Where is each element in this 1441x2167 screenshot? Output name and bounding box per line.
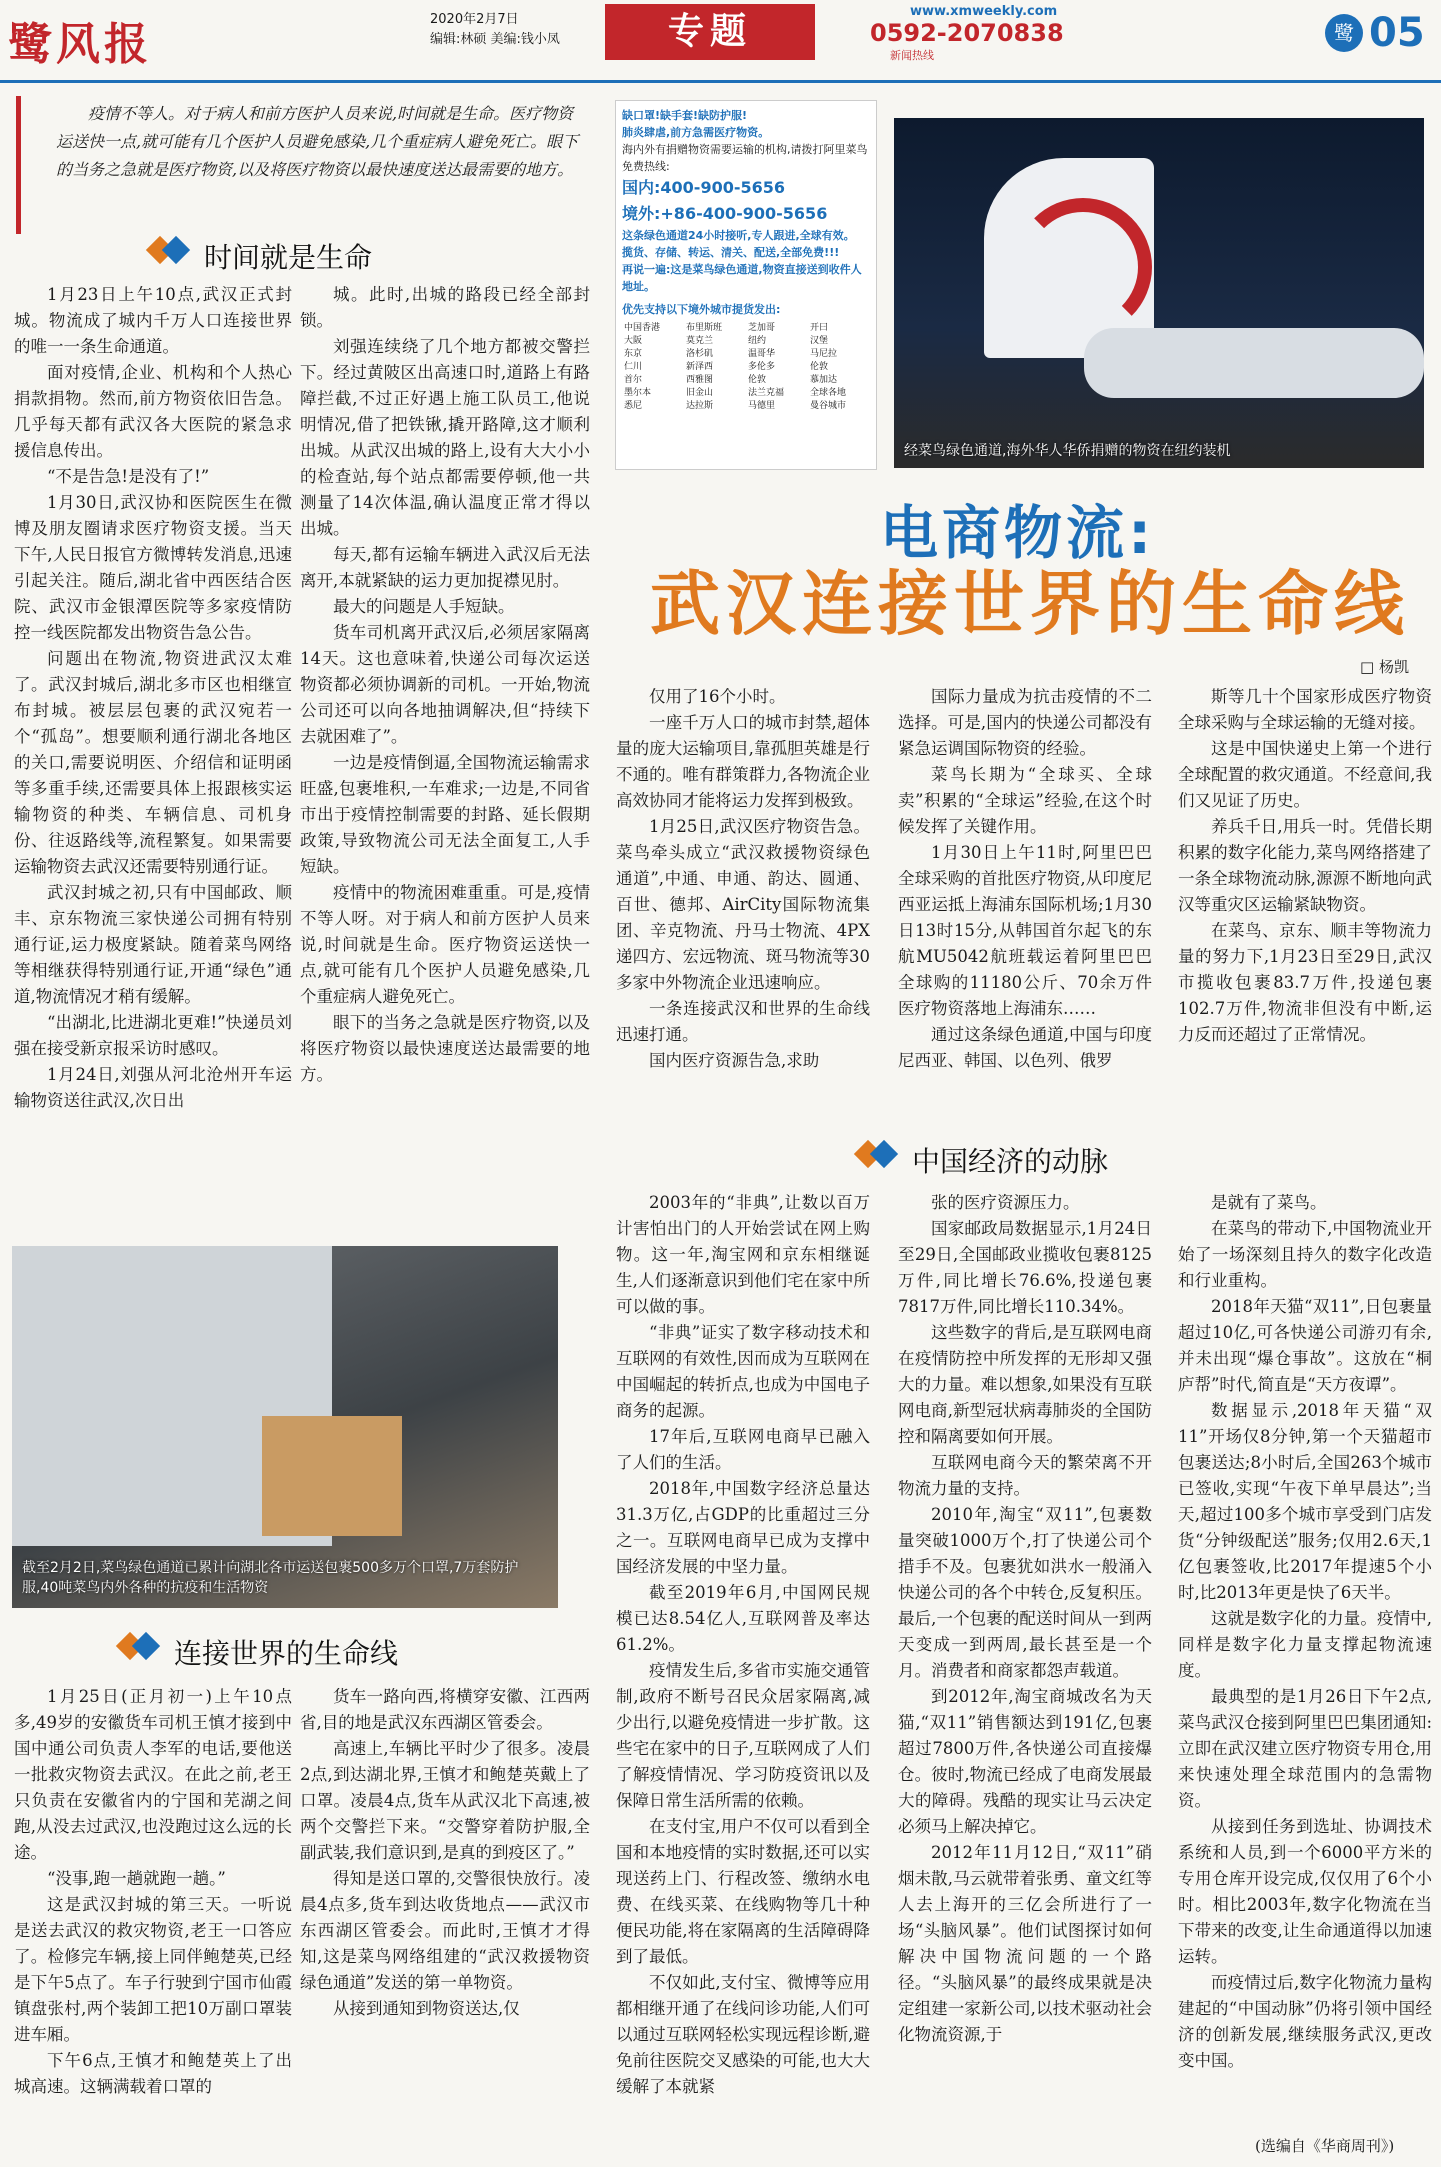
- column-b: [300, 282, 590, 1222]
- column-f: [14, 1684, 292, 2154]
- paragraph: 数据显示,2018年天猫“双11”开场仅8分钟,第一个天猫超市包裹送达;8小时后,全国263个城市已签收,实现“午夜下单早晨达”;当天,超过100多个城市享受到门店发货“分钟级配送”服务;仅用2.6天,1亿包裹签收,比2017年提速5个小时,比2013年更是快了6天半。: [1178, 1401, 1432, 1602]
- paragraph: 2018年,中国数字经济总量达31.3万亿,占GDP的比重超过三分之一。互联网电商早已成为支撑中国经济发展的中坚力量。: [616, 1479, 870, 1576]
- paragraph: 这就是数字化的力量。疫情中,同样是数字化力量支撑起物流速度。: [1178, 1609, 1432, 1680]
- table-cell: 马尼拉: [810, 349, 838, 359]
- paragraph: 疫情中的物流困难重重。可是,疫情不等人呀。对于病人和前方医护人员来说,时间就是生命。医疗物资运送快一点,就可能有几个医护人员避免感染,几个重症病人避免死亡。: [300, 883, 590, 1006]
- paragraph: 是就有了菜鸟。: [1211, 1193, 1327, 1212]
- boxes-shape: [262, 1416, 402, 1536]
- table-cell: 曼谷城市: [810, 401, 847, 411]
- column-h: [616, 1190, 870, 2160]
- paragraph: 货车一路向西,将横穿安徽、江西两省,目的地是武汉东西湖区管委会。: [300, 1687, 590, 1732]
- paragraph: 从接到通知到物资送达,仅: [333, 1999, 520, 2018]
- paragraph: 到2012年,淘宝商城改名为天猫,“双11”销售额达到191亿,包裹超过7800万件,各快递公司直接爆仓。彼时,物流已经成了电商发展最大的障碍。残酷的现实让马云决定必须马上解决掉它。: [898, 1687, 1152, 1836]
- diamond-icon: [150, 240, 180, 270]
- table-cell: 开曰: [810, 323, 829, 333]
- paragraph: 2010年,淘宝“双11”,包裹数量突破1000万个,打了快递公司个措手不及。包裹犹如洪水一般涌入快递公司的各个中转仓,反复积压。最后,一个包裹的配送时间从一到两天变成一到两周,最长甚至是一个月。消费者和商家都怨声载道。: [898, 1505, 1152, 1680]
- table-cell: 洛杉矶: [686, 349, 714, 359]
- paragraph: 每天,都有运输车辆进入武汉后无法离开,本就紧缺的运力更加捉襟见肘。: [300, 545, 590, 590]
- paragraph: “不是告急!是没有了!”: [47, 467, 210, 486]
- paragraph: 国家邮政局数据显示,1月24日至29日,全国邮政业揽收包裹8125万件,同比增长76.6%,投递包裹7817万件,同比增长110.34%。: [898, 1219, 1152, 1316]
- paragraph: 一条连接武汉和世界的生命线迅速打通。: [616, 999, 870, 1044]
- column-c: [616, 684, 870, 1154]
- hotline-advert: 缺口罩!缺手套!缺防护服! 肺炎肆虐,前方急需医疗物资。 海内外有捐赠物资需要运输的机构,请拨打阿里菜鸟免费热线: 国内:400-900-5656 境外:+86-400-900-5656 这条绿色通道24小时接听,专人跟进,全球有效。 揽货、存储、转运、清关、配送,全部免费!!! 再说一遍:这是菜鸟绿色通道,物资直接送到收件人地址。 优先支持以下境外城市提货发出: 中国香港 布里斯班 芝加哥 开曰 大阪 莫克兰 纽约 汉堡 东京 洛杉矶 温哥华 马尼拉 仁川 新泽西 多伦多 伦敦 首尔 西雅图 伦敦 慕加达 墨尔本 旧金山 法兰克福 全球各地 悉尼 达拉斯 马德里 曼谷城市: [615, 100, 877, 470]
- cargo-plane-photo: [894, 118, 1424, 468]
- page-number-badge: [1325, 10, 1430, 56]
- photo-caption: 经菜鸟绿色通道,海外华人华侨捐赠的物资在纽约装机: [904, 443, 1231, 459]
- hotline-number: 0592-2070838: [870, 19, 1064, 47]
- hotline-label: 新闻热线: [890, 49, 934, 62]
- section-heading-2: 连接世界的生命线: [120, 1632, 480, 1672]
- table-row: [622, 322, 870, 335]
- column-g: [300, 1684, 590, 2154]
- table-cell: 墨尔本: [624, 388, 652, 398]
- section-heading-1: 时间就是生命: [150, 236, 410, 276]
- paragraph: “没事,跑一趟就跑一趟。”: [47, 1869, 226, 1888]
- headline-line2: 武汉连接世界的生命线: [650, 563, 1410, 645]
- table-cell: 纽约: [748, 336, 767, 346]
- page-number: 05: [1369, 10, 1425, 56]
- paragraph: 在菜鸟、京东、顺丰等物流力量的努力下,1月23日至29日,武汉市揽收包裹83.7万件,投递包裹102.7万件,物流非但没有中断,运力反而还超过了正常情况。: [1178, 921, 1432, 1044]
- table-row: [622, 348, 870, 361]
- table-row: [622, 374, 870, 387]
- paragraph: 1月30日上午11时,阿里巴巴全球采购的首批医疗物资,从印度尼西亚运抵上海浦东国际机场;1月30日13时15分,从韩国首尔起飞的东航MU5042航班载运着阿里巴巴全球购的11180公斤、70余万件医疗物资落地上海浦东……: [898, 843, 1152, 1018]
- table-cell: 伦敦: [748, 375, 767, 385]
- paragraph: 2003年的“非典”,让数以百万计害怕出门的人开始尝试在网上购物。这一年,淘宝网和京东相继诞生,人们逐渐意识到他们宅在家中所可以做的事。: [616, 1193, 870, 1316]
- truck-unloading-photo: [12, 1246, 558, 1608]
- column-i: [898, 1190, 1152, 2160]
- paragraph: 1月23日上午10点,武汉正式封城。物流成了城内千万人口连接世界的唯一一条生命通道。: [14, 285, 292, 356]
- paragraph: 一边是疫情倒逼,全国物流运输需求旺盛,包裹堆积,一车难求;一边是,不同省市出于疫情控制需要的封路、延长假期政策,导致物流公司无法全面复工,人手短缺。: [300, 753, 590, 876]
- table-cell: 多伦多: [748, 362, 776, 372]
- diamond-icon: [858, 1144, 888, 1174]
- table-cell: 达拉斯: [686, 401, 714, 411]
- table-cell: 法兰克福: [748, 388, 785, 398]
- paragraph: 1月24日,刘强从河北沧州开车运输物资送往武汉,次日出: [14, 1065, 292, 1110]
- paragraph: 在支付宝,用户不仅可以看到全国和本地疫情的实时数据,还可以实现送药上门、行程改签、缴纳水电费、在线买菜、在线购物等几十种便民功能,将在家隔离的生活障碍降到了最低。: [616, 1817, 870, 1966]
- paragraph: 互联网电商今天的繁荣离不开物流力量的支持。: [898, 1453, 1152, 1498]
- column-d: [898, 684, 1152, 1154]
- paragraph: 不仅如此,支付宝、微博等应用都相继开通了在线问诊功能,人们可以通过互联网轻松实现远程诊断,避免前往医院交叉感染的可能,也大大缓解了本就紧: [616, 1973, 870, 2096]
- paragraph: 刘强连续绕了几个地方都被交警拦下。经过黄陂区出高速口时,道路上有路障拦截,不过正好遇上施工队员工,他说明情况,借了把铁锹,撬开路障,这才顺利出城。从武汉出城的路上,设有大大小小的检查站,每个站点都需要停顿,他一共测量了14次体温,确认温度正常才得以出城。: [300, 337, 590, 538]
- paragraph: 国内医疗资源告急,求助: [649, 1051, 820, 1070]
- domestic-hotline: 国内:400-900-5656: [622, 178, 786, 197]
- table-cell: 芝加哥: [748, 323, 776, 333]
- source-note: (选编自《华商周刊》): [1255, 2137, 1395, 2155]
- table-cell: 西雅图: [686, 375, 714, 385]
- paragraph: 城。此时,出城的路段已经全部封锁。: [300, 285, 590, 330]
- paragraph: 国际力量成为抗击疫情的不二选择。可是,国内的快递公司都没有紧急运调国际物资的经验。: [898, 687, 1152, 758]
- paragraph: 通过这条绿色通道,中国与印度尼西亚、韩国、以色列、俄罗: [898, 1025, 1152, 1070]
- paragraph: 17年后,互联网电商早已融入了人们的生活。: [616, 1427, 870, 1472]
- table-cell: 马德里: [748, 401, 776, 411]
- intro-bar: [16, 96, 21, 234]
- hotline-box: [840, 4, 1080, 74]
- city-table: [622, 322, 870, 413]
- paragraph: 下午6点,王慎才和鲍楚英上了出城高速。这辆满载着口罩的: [14, 2051, 292, 2096]
- paragraph: “非典”证实了数字移动技术和互联网的有效性,因而成为互联网在中国崛起的转折点,也成为中国电子商务的起源。: [616, 1323, 870, 1420]
- paragraph: 这是中国快递史上第一个进行全球配置的救灾通道。不经意间,我们又见证了历史。: [1178, 739, 1432, 810]
- paragraph: 问题出在物流,物资进武汉太难了。武汉封城后,湖北多市区也相继宣布封城。被层层包裹的武汉宛若一个“孤岛”。想要顺利通行湖北各地区的关口,需要说明医、介绍信和证明函等多重手续,还需要具体上报跟核实运输物资的种类、车辆信息、司机身份、往返路线等,流程繁复。如果需要运输物资去武汉还需要特别通行证。: [14, 649, 292, 876]
- table-cell: 布里斯班: [686, 323, 723, 333]
- photo-caption: 截至2月2日,菜鸟绿色通道已累计向湖北各市运送包裹500多万个口罩,7万套防护服,40吨菜鸟内外各种的抗疫和生活物资: [22, 1560, 519, 1596]
- masthead-rule: [0, 80, 1441, 83]
- editors: 编辑:林硕 美编:钱小凤: [430, 32, 560, 47]
- table-cell: 悉尼: [624, 401, 643, 411]
- column-a: [14, 282, 292, 1222]
- headline-line1: 电商物流:: [880, 499, 1156, 567]
- section-title: 专题: [605, 4, 815, 60]
- paragraph: 货车司机离开武汉后,必须居家隔离14天。这也意味着,快递公司每次运送物资都必须协调新的司机。一开始,物流公司还可以向各地抽调解决,但“持续下去就困难了”。: [300, 623, 590, 746]
- table-cell: 中国香港: [624, 323, 661, 333]
- table-cell: 温哥华: [748, 349, 776, 359]
- paragraph: 截至2019年6月,中国网民规模已达8.54亿人,互联网普及率达61.2%。: [616, 1583, 870, 1654]
- table-cell: 新泽西: [686, 362, 714, 372]
- table-row: [622, 387, 870, 400]
- column-j: [1178, 1190, 1432, 2130]
- table-cell: 伦敦: [810, 362, 829, 372]
- masthead: [0, 0, 1441, 82]
- table-cell: 慕加达: [810, 375, 838, 385]
- table-cell: 首尔: [624, 375, 643, 385]
- table-cell: 汉堡: [810, 336, 829, 346]
- paragraph: 在菜鸟的带动下,中国物流业开始了一场深刻且持久的数字化改造和行业重构。: [1178, 1219, 1432, 1290]
- intro-box: [16, 96, 596, 234]
- paragraph: 斯等几十个国家形成医疗物资全球采购与全球运输的无缝对接。: [1178, 687, 1432, 732]
- table-cell: 大阪: [624, 336, 643, 346]
- table-row: [622, 400, 870, 413]
- table-cell: 仁川: [624, 362, 643, 372]
- table-row: [622, 335, 870, 348]
- byline: □ 杨凯: [1360, 658, 1409, 676]
- page-icon: 鹭: [1325, 14, 1363, 52]
- paragraph: 张的医疗资源压力。: [931, 1193, 1080, 1212]
- overseas-hotline: 境外:+86-400-900-5656: [622, 204, 828, 223]
- paragraph: 这是武汉封城的第三天。一听说是送去武汉的救灾物资,老王一口答应了。检修完车辆,接上同伴鲍楚英,已经是下午5点了。车子行驶到宁国市仙霞镇盘张村,两个装卸工把10万副口罩装进车厢。: [14, 1895, 292, 2044]
- paragraph: 1月30日,武汉协和医院医生在微博及朋友圈请求医疗物资支援。当天下午,人民日报官方微博转发消息,迅速引起关注。随后,湖北省中西医结合医院、武汉市金银潭医院等多家疫情防控一线医院都发出物资告急公告。: [14, 493, 292, 642]
- paragraph: 最大的问题是人手短缺。: [333, 597, 515, 616]
- issue-date: 2020年2月7日: [430, 12, 519, 27]
- paragraph: 得知是送口罩的,交警很快放行。凌晨4点多,货车到达收货地点——武汉市东西湖区管委会。而此时,王慎才才得知,这是菜鸟网络组建的“武汉救援物资绿色通道”发送的第一单物资。: [300, 1869, 590, 1992]
- paragraph: 高速上,车辆比平时少了很多。凌晨2点,到达湖北界,王慎才和鲍楚英戴上了口罩。凌晨4点,货车从武汉北下高速,被两个交警拦下来。“交警穿着防护服,全副武装,我们意识到,是真的到疫区了。”: [300, 1739, 590, 1862]
- issue-meta: [430, 10, 560, 50]
- intro-text: 疫情不等人。对于病人和前方医护人员来说,时间就是生命。医疗物资运送快一点,就可能有几个医护人员避免感染,几个重症病人避免死亡。眼下的当务之急就是医疗物资,以及将医疗物资以最快速度送达最需要的地方。: [56, 104, 579, 179]
- paragraph: 仅用了16个小时。: [649, 687, 786, 706]
- newspaper-logo: 鹭风报: [8, 19, 152, 70]
- paragraph: 武汉封城之初,只有中国邮政、顺丰、京东物流三家快递公司拥有特别通行证,运力极度紧缺。随着菜鸟网络等相继获得特别通行证,开通“绿色”通道,物流情况才稍有缓解。: [14, 883, 292, 1006]
- paragraph: 2012年11月12日,“双11”硝烟未散,马云就带着张勇、童文红等人去上海开的三亿会所进行了一场“头脑风暴”。他们试图探讨如何解决中国物流问题的一个路径。“头脑风暴”的最终成果就是决定组建一家新公司,以技术驱动社会化物流资源,于: [898, 1843, 1152, 2044]
- table-cell: 东京: [624, 349, 643, 359]
- table-row: [622, 361, 870, 374]
- section-heading-3: 中国经济的动脉: [858, 1140, 1158, 1180]
- table-cell: 全球各地: [810, 388, 847, 398]
- column-e: [1178, 684, 1432, 1154]
- paragraph: 眼下的当务之急就是医疗物资,以及将医疗物资以最快速度送达最需要的地方。: [300, 1013, 590, 1084]
- plane-fuselage-shape: [1084, 328, 1424, 398]
- paragraph: 最典型的是1月26日下午2点,菜鸟武汉仓接到阿里巴巴集团通知:立即在武汉建立医疗物资专用仓,用来快速处理全球范围内的急需物资。: [1178, 1687, 1432, 1810]
- paragraph: 2018年天猫“双11”,日包裹量超过10亿,可各快递公司游刃有余,并未出现“爆仓事故”。这放在“桐庐帮”时代,简直是“天方夜谭”。: [1178, 1297, 1432, 1394]
- paragraph: 面对疫情,企业、机构和个人热心捐款捐物。然而,前方物资依旧告急。几乎每天都有武汉各大医院的紧急求援信息传出。: [14, 363, 292, 460]
- paragraph: 养兵千日,用兵一时。凭借长期积累的数字化能力,菜鸟网络搭建了一条全球物流动脉,源源不断地向武汉等重灾区运输紧缺物资。: [1178, 817, 1432, 914]
- paragraph: 一座千万人口的城市封禁,超体量的庞大运输项目,靠孤胆英雄是行不通的。唯有群策群力,各物流企业高效协同才能将运力发挥到极致。: [616, 713, 870, 810]
- table-cell: 旧金山: [686, 388, 714, 398]
- paragraph: 而疫情过后,数字化物流力量构建起的“中国动脉”仍将引领中国经济的创新发展,继续服务武汉,更改变中国。: [1178, 1973, 1432, 2070]
- paragraph: 疫情发生后,多省市实施交通管制,政府不断号召民众居家隔离,减少出行,以避免疫情进一步扩散。这些宅在家中的日子,互联网成了人们了解疫情情况、学习防疫资讯以及保障日常生活所需的依赖。: [616, 1661, 870, 1810]
- paragraph: 1月25日(正月初一)上午10点多,49岁的安徽货车司机王慎才接到中国中通公司负责人李军的电话,要他送一批救灾物资去武汉。在此之前,老王只负责在安徽省内的宁国和芜湖之间跑,从没去过武汉,也没跑过这么远的长途。: [14, 1687, 292, 1862]
- diamond-icon: [120, 1636, 150, 1666]
- paragraph: 这些数字的背后,是互联网电商在疫情防控中所发挥的无形却又强大的力量。难以想象,如果没有互联网电商,新型冠状病毒肺炎的全国防控和隔离要如何开展。: [898, 1323, 1152, 1446]
- table-cell: 莫克兰: [686, 336, 714, 346]
- paragraph: 菜鸟长期为“全球买、全球卖”积累的“全球运”经验,在这个时候发挥了关键作用。: [898, 765, 1152, 836]
- paragraph: “出湖北,比进湖北更难!”快递员刘强在接受新京报采访时感叹。: [14, 1013, 292, 1058]
- paragraph: 从接到任务到选址、协调技术系统和人员,到一个6000平方米的专用仓库开设完成,仅仅用了6个小时。相比2003年,数字化物流在当下带来的改变,让生命通道得以加速运转。: [1178, 1817, 1432, 1966]
- paragraph: 1月25日,武汉医疗物资告急。菜鸟牵头成立“武汉救援物资绿色通道”,中通、申通、韵达、圆通、百世、德邦、AirCity国际物流集团、辛克物流、丹马士物流、4PX递四方、宏远物流、斑马物流等30多家中外物流企业迅速响应。: [616, 817, 870, 992]
- site-url: www.xmweekly.com: [910, 4, 1058, 19]
